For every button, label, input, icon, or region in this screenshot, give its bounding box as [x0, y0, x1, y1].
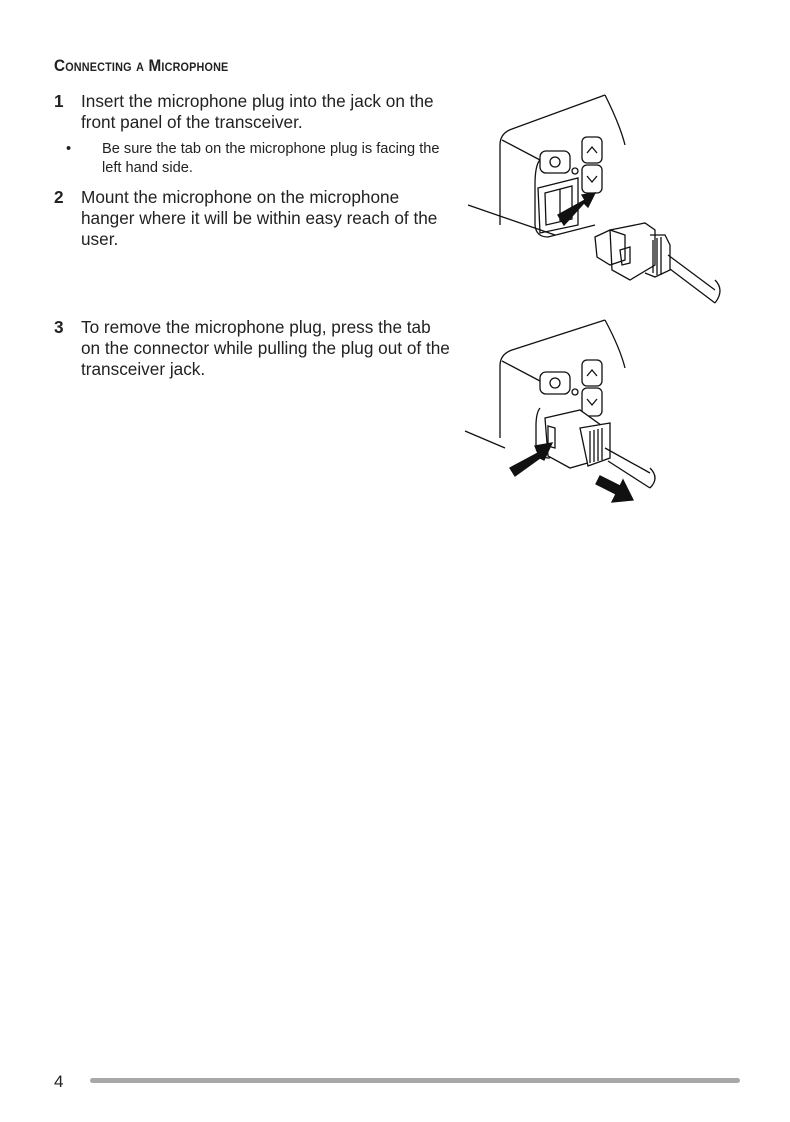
- footer-rule: [90, 1078, 740, 1083]
- section-title: Connecting a Microphone: [54, 56, 229, 75]
- step-text: To remove the microphone plug, press the tab on the connector while pulling the plug out of the transceiver jack.: [81, 317, 450, 379]
- page-number: 4: [54, 1072, 64, 1091]
- step-text: Mount the microphone on the microphone hanger where it will be within easy reach of the user.: [81, 187, 438, 249]
- remove-plug-illustration: [460, 318, 740, 513]
- insert-plug-illustration: [460, 85, 740, 305]
- step-number: 2: [54, 187, 64, 207]
- step-number: 1: [54, 91, 64, 111]
- bullet-icon: •: [66, 141, 72, 157]
- step-number: 3: [54, 317, 64, 337]
- step-text: Insert the microphone plug into the jack on the front panel of the transceiver.: [81, 91, 434, 132]
- note-text: Be sure the tab on the microphone plug is facing the left hand side.: [102, 141, 440, 176]
